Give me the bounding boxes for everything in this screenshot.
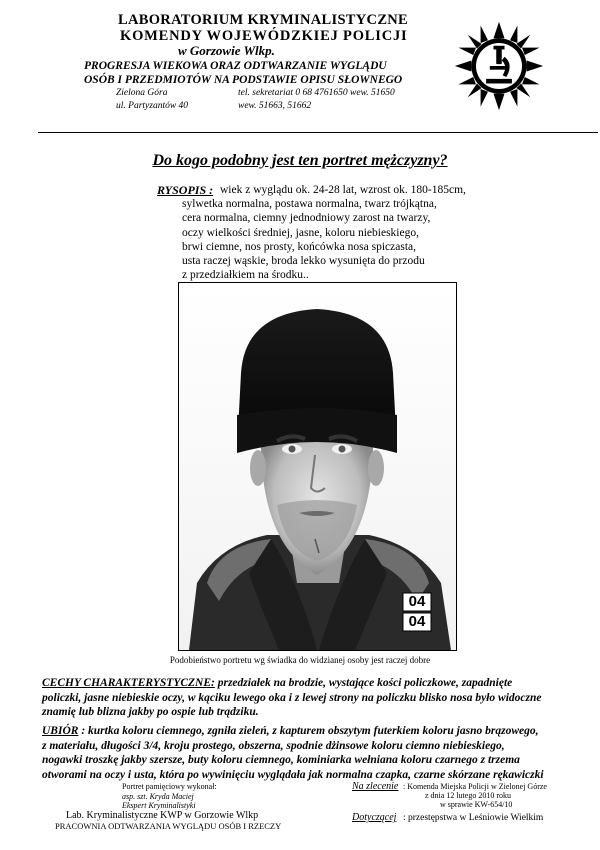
case-reference: w sprawie KW-654/10 <box>440 800 513 809</box>
phone-extensions: wew. 51663, 51662 <box>238 101 312 111</box>
concerns-label: Dotyczącej <box>352 812 397 823</box>
address-city: Zielona Góra <box>116 88 168 98</box>
description-line: usta raczej wąskie, broda lekko wysunięta do przodu <box>182 255 425 268</box>
clothing-line: otworami na oczy i usta, która po wywinięciu wyglądała jak normalna czapka, czarne skórzane rękawiczki <box>42 768 544 781</box>
description-text <box>182 183 466 282</box>
page-title: Do kogo podobny jest ten portret mężczyzny? <box>152 152 448 169</box>
clothing-block <box>42 724 598 782</box>
description-line: z przedziałkiem na środku.. <box>182 269 309 282</box>
lab-name: LABORATORIUM KRYMINALISTYCZNE <box>118 12 409 28</box>
order-date: z dnia 12 lutego 2010 roku <box>425 791 511 800</box>
police-name: KOMENDY WOJEWÓDZKIEJ POLICJI <box>120 28 408 44</box>
phone-secretariat: tel. sekretariat 0 68 4761650 wew. 51650 <box>238 88 395 98</box>
header-rule <box>38 132 598 133</box>
portrait-caption: Podobieństwo portretu wg świadka do widzianej osoby jest raczej dobre <box>169 655 431 665</box>
workshop-name: PRACOWNIA ODTWARZANIA WYGLĄDU OSÓB I RZECZY <box>55 821 282 831</box>
expert-name: asp. szt. Kryda Maciej <box>122 792 194 801</box>
description-line: wiek z wyglądu ok. 24-28 lat, wzrost ok. 180-185cm, <box>220 184 466 196</box>
badge-number-bottom: 04 <box>408 613 426 630</box>
address-street: ul. Partyzantów 40 <box>116 101 189 111</box>
expert-title: Ekspert Kryminalistyki <box>122 801 196 810</box>
lab-signature: Lab. Kryminalistyczne KWP w Gorzowie Wlkp <box>66 810 259 821</box>
order-label: Na zlecenie <box>352 781 399 792</box>
police-star-emblem <box>453 20 545 112</box>
description-line: oczy wielkości średniej, jasne, koloru niebieskiego, <box>182 226 419 239</box>
clothing-label: UBIÓR <box>42 725 79 737</box>
characteristics-line: znamię lub blizna jakby po ospie lub trądziku. <box>42 706 259 718</box>
composite-portrait <box>178 282 457 651</box>
concerns-value: : przestępstwa w Leśniowie Wielkim <box>403 813 544 823</box>
description-line: brwi ciemne, nos prosty, końcówka nosa spiczasta, <box>182 240 416 253</box>
characteristics-label: CECHY CHARAKTERYSTYCZNE: <box>42 677 215 689</box>
service-line-2: OSÓB I PRZEDMIOTÓW NA PODSTAWIE OPISU SŁOWNEGO <box>84 74 403 86</box>
characteristics-line: policzki, jasne niebieskie oczy, w kąciku lewego oka i z lewej strony na policzku blisko nosa było widoczne <box>42 691 542 704</box>
order-value: : Komenda Miejska Policji w Zielonej Górze <box>403 782 547 791</box>
clothing-line: : kurtka koloru ciemnego, zgniła zieleń, z kapturem obszytym futerkiem koloru jasno brązowego, <box>78 725 539 737</box>
made-by-label: Portret pamięciowy wykonał: <box>122 782 217 791</box>
service-line-1: PROGRESJA WIEKOWA ORAZ ODTWARZANIE WYGLĄDU <box>84 60 387 72</box>
description-label: RYSOPIS : <box>157 183 214 197</box>
city-name: w Gorzowie Wlkp. <box>178 43 275 58</box>
description-line: cera normalna, ciemny jednodniowy zarost na twarzy, <box>182 212 431 225</box>
characteristics-block <box>42 676 598 720</box>
clothing-line: nogawki troszkę jakby szersze, buty koloru ciemnego, kominiarka wełniana koloru czarnego z trzema <box>42 754 520 766</box>
badge-number-top: 04 <box>408 593 426 610</box>
characteristics-line: przedziałek na brodzie, wystające kości policzkowe, zapadnięte <box>214 677 513 689</box>
clothing-line: z materiału, długości 3/4, kroju prostego, obszerna, spodnie dżinsowe koloru ciemno niebieskiego, <box>42 739 505 752</box>
description-line: sylwetka normalna, postawa normalna, twarz trójkątna, <box>182 198 437 211</box>
